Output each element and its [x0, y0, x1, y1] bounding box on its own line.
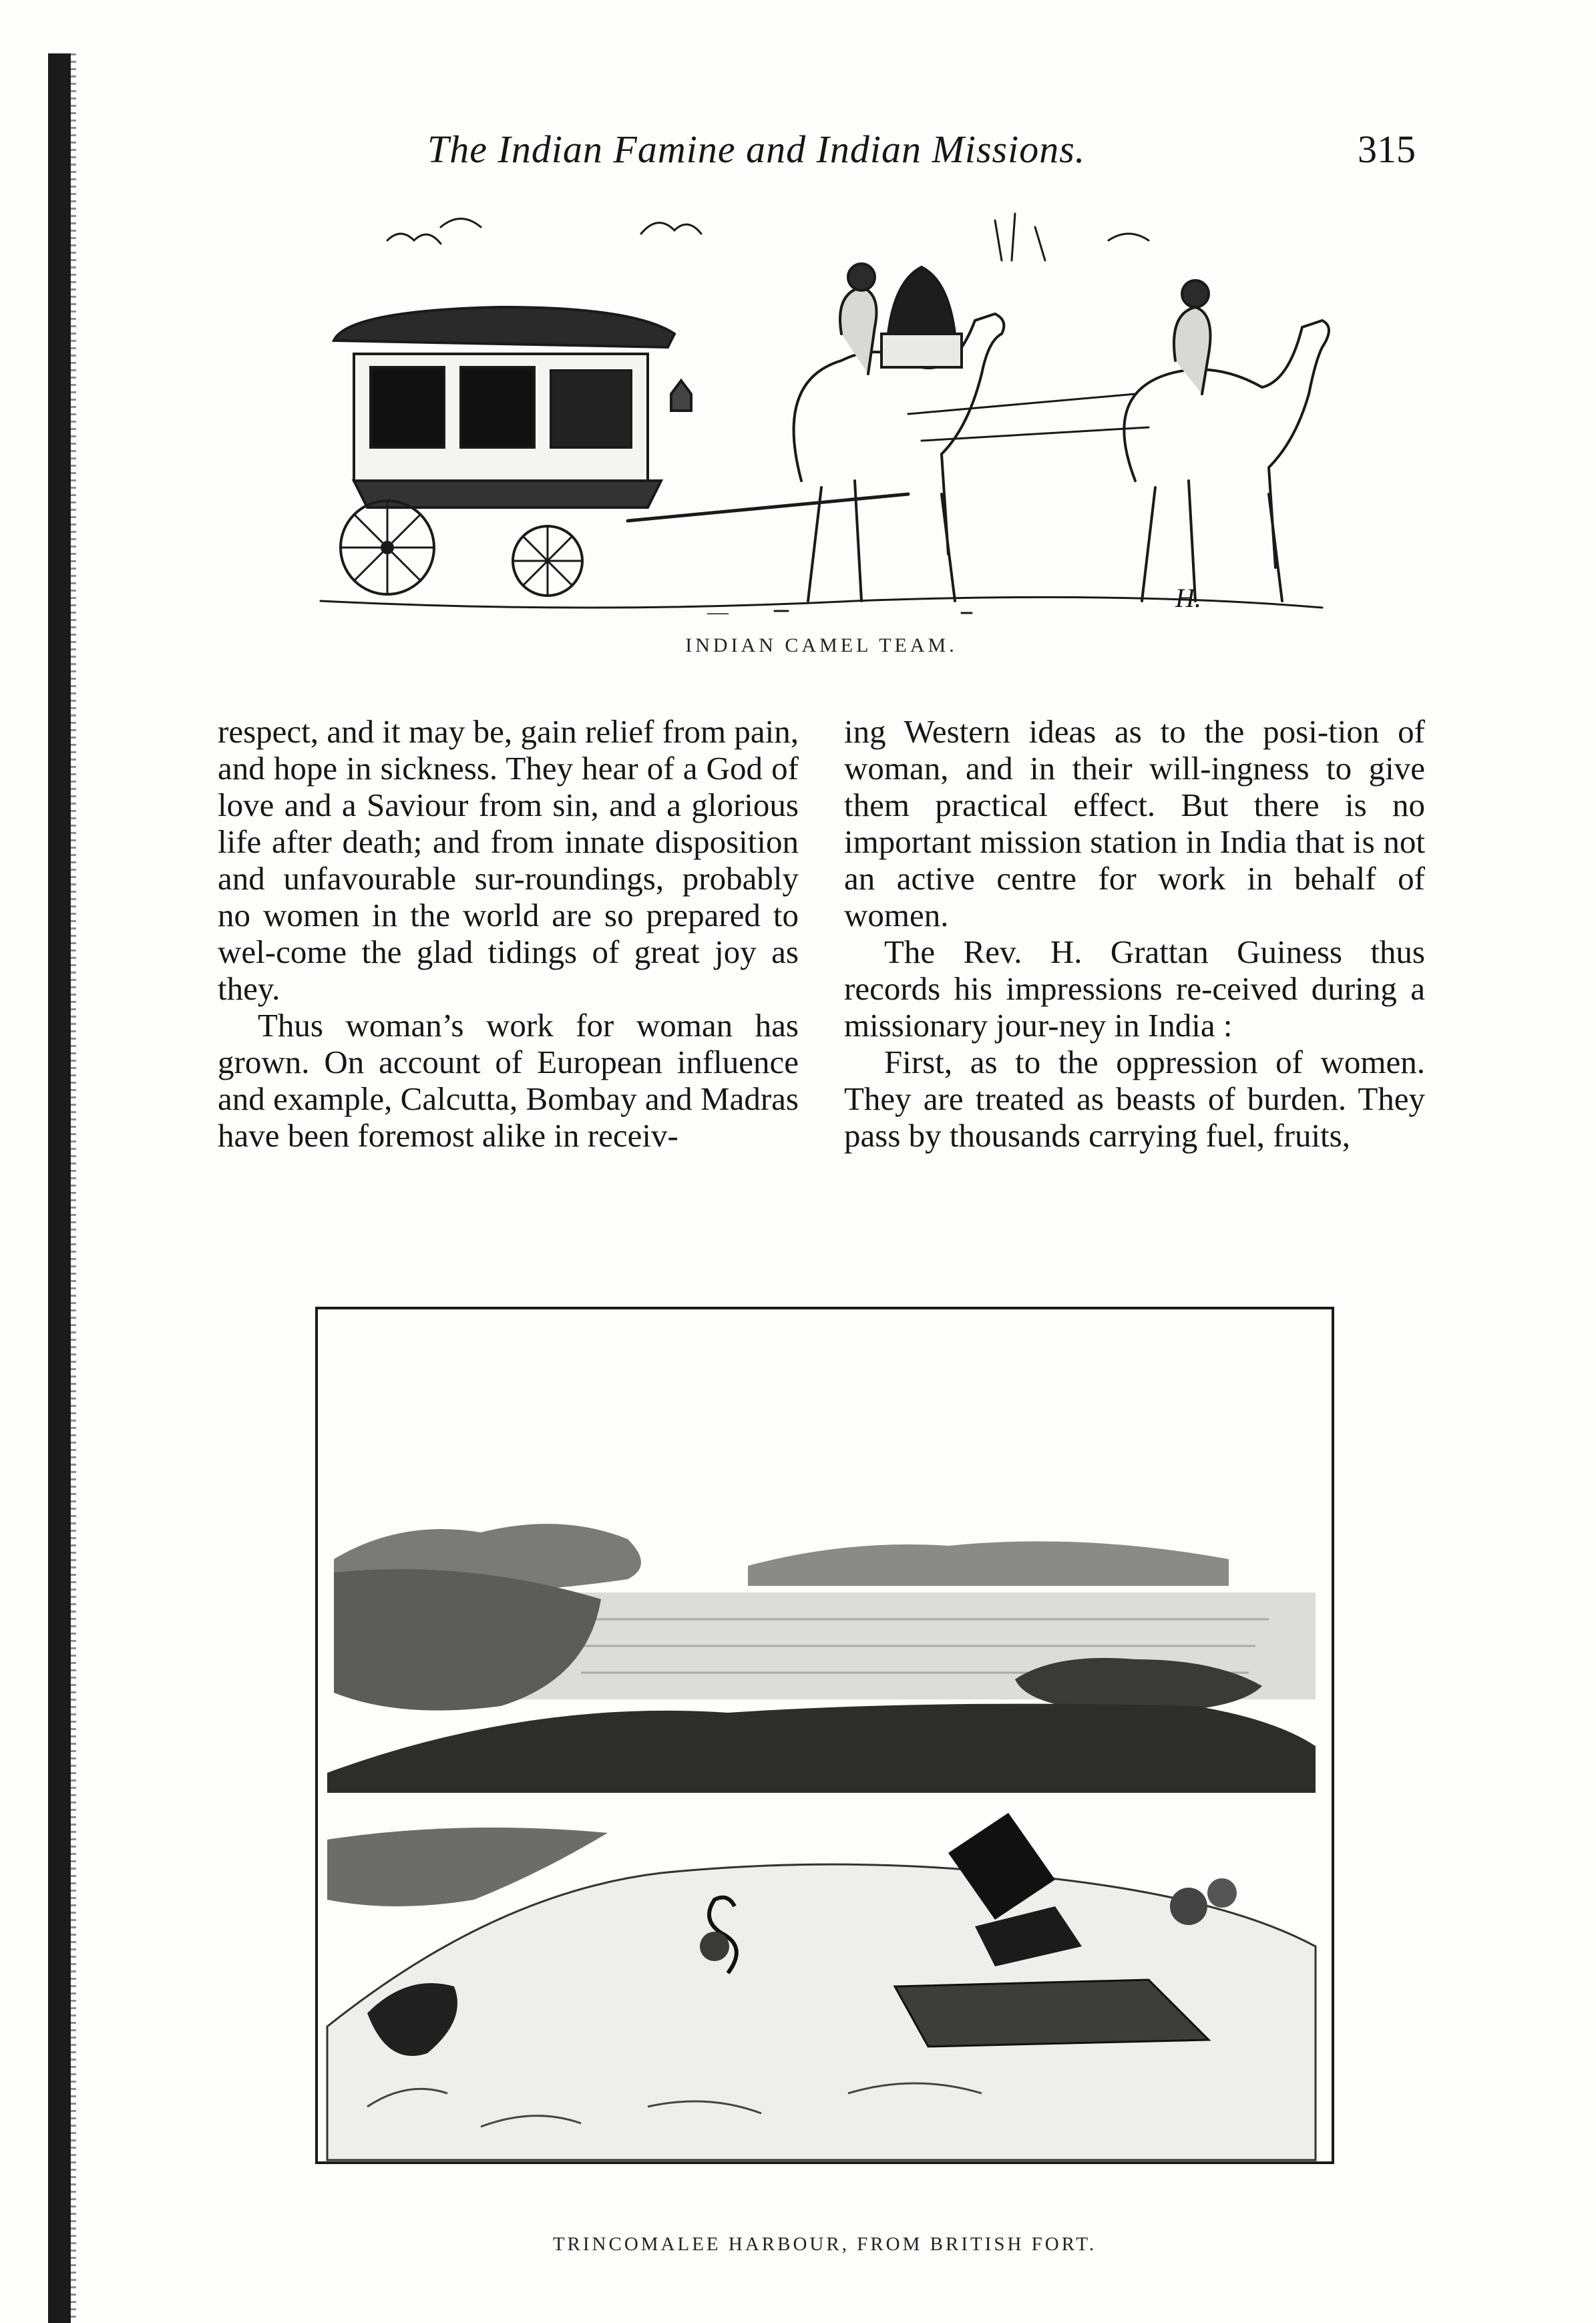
camel-team-illustration: [307, 200, 1336, 614]
figure-camel-team: [307, 200, 1336, 668]
harbour-illustration: [314, 1305, 1336, 2167]
page-number: 315: [1358, 128, 1416, 171]
scan-edge-binding: [48, 53, 71, 2323]
running-title: The Indian Famine and Indian Missions.: [427, 128, 1086, 171]
paragraph: respect, and it may be, gain relief from pain, and hope in sickness. They hear of a God of love and a Saviour from sin, and a glorious life after death; and from innate disposition and unfavourable sur-roundings, probably no women in the world are so prepared to wel-come the glad tidings of great joy as they.: [218, 713, 799, 1007]
text-column-left: [218, 713, 799, 1154]
paragraph: ing Western ideas as to the posi-tion of woman, and in their will-ingness to give them practical effect. But there is no important mission station in India that is not an active centre for work in behalf of women.: [844, 713, 1425, 933]
figure-caption-bottom: TRINCOMALEE HARBOUR, FROM BRITISH FORT.: [552, 2234, 1097, 2255]
figure-caption-top: INDIAN CAMEL TEAM.: [685, 634, 958, 656]
paragraph: First, as to the oppression of women. They are treated as beasts of burden. They pass by thousands carrying fuel, fruits,: [844, 1044, 1425, 1154]
figure-harbour: [314, 1305, 1336, 2260]
running-head: [200, 127, 1416, 180]
text-column-right: [844, 713, 1425, 1154]
figure-signature: H.: [1175, 583, 1201, 613]
paragraph: The Rev. H. Grattan Guiness thus records his impressions re-ceived during a missionary jour-ney in India :: [844, 933, 1425, 1044]
paragraph: Thus woman’s work for woman has grown. On account of European influence and example, Calcutta, Bombay and Madras have been foremost alike in receiv-: [218, 1007, 799, 1154]
